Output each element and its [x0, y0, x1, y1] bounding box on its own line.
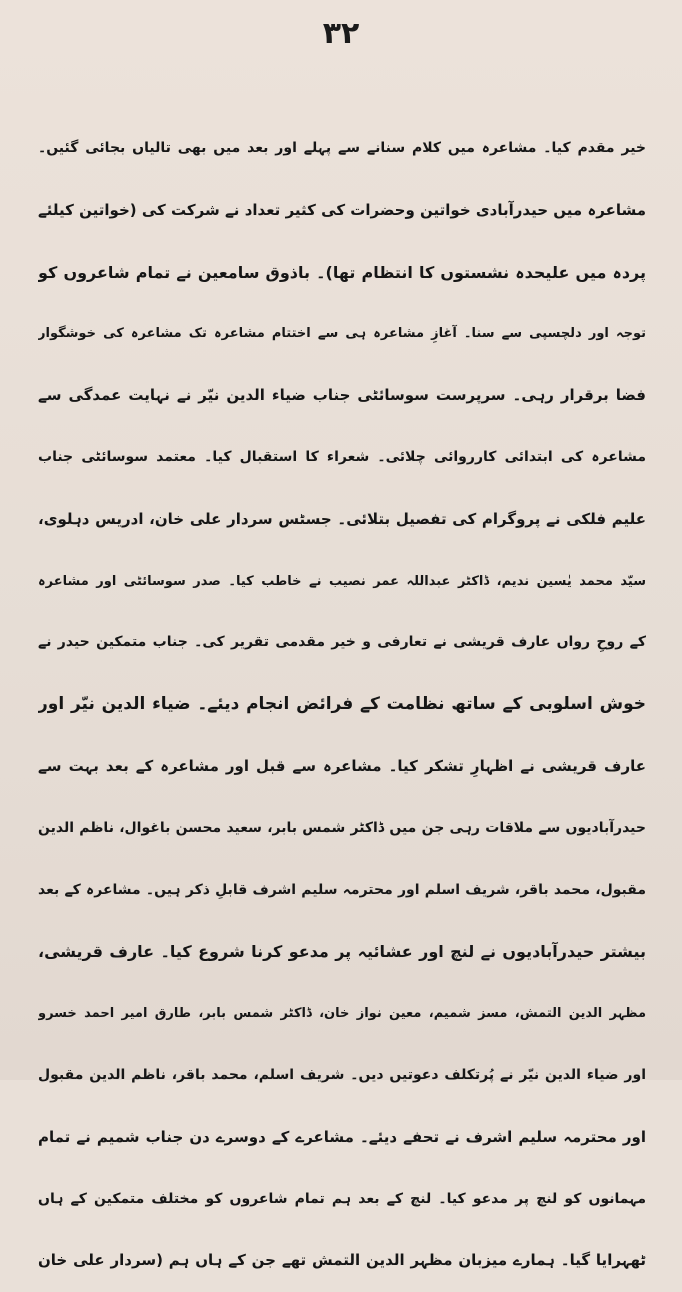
text-line: اور ضیاء الدین نیّر نے پُرتکلف دعوتیں دیں۔ شریف اسلم، محمد باقر، ناظم الدین مقبول — [38, 1066, 646, 1083]
text-line: خوش اسلوبی کے ساتھ نظامت کے فرائض انجام دیئے۔ ضیاء الدین نیّر اور — [38, 694, 646, 715]
text-line: پردہ میں علیحدہ نشستوں کا انتظام تھا)۔ باذوق سامعین نے تمام شاعروں کو — [38, 262, 646, 282]
text-line: مقبول، محمد باقر، شریف اسلم اور محترمہ سلیم اشرف قابلِ ذکر ہیں۔ مشاعرہ کے بعد — [38, 881, 646, 898]
text-line: بیشتر حیدرآبادیوں نے لنچ اور عشائیہ پر مدعو کرنا شروع کیا۔ عارف قریشی، — [38, 942, 646, 962]
text-line: ٹھہرایا گیا۔ ہمارے میزبان مظہر الدین التمش تھے جن کے ہاں ہم (سردار علی خان — [38, 1251, 646, 1270]
body-text — [38, 118, 646, 1292]
page-number: ۳۲ — [322, 16, 360, 51]
text-line: مشاعرہ میں حیدرآبادی خواتین وحضرات کی کثیر تعداد نے شرکت کی (خواتین کیلئے — [38, 200, 646, 219]
text-line: مہمانوں کو لنچ پر مدعو کیا۔ لنچ کے بعد ہم تمام شاعروں کو مختلف متمکین کے ہاں — [38, 1190, 646, 1207]
text-line: توجہ اور دلچسپی سے سنا۔ آغازِ مشاعرہ ہی سے اختتام مشاعرہ تک مشاعرہ کی خوشگوار — [38, 326, 646, 342]
text-line: علیم فلکی نے پروگرام کی تفصیل بتلائی۔ جسٹس سردار علی خان، ادریس دہلوی، — [38, 509, 646, 528]
text-line: کے روحِ رواں عارف قریشی نے تعارفی و خیر مقدمی تقریر کی۔ جناب متمکین حیدر نے — [38, 634, 646, 651]
text-line: مشاعرہ کی ابتدائی کارروائی چلائی۔ شعراء کا استقبال کیا۔ معتمد سوسائٹی جناب — [38, 448, 646, 465]
text-line: خیر مقدم کیا۔ مشاعرہ میں کلام سنانے سے پہلے اور بعد میں بھی تالیاں بجائی گئیں۔ — [38, 140, 646, 156]
text-line: فضا برقرار رہی۔ سرپرست سوسائٹی جناب ضیاء الدین نیّر نے نہایت عمدگی سے — [38, 386, 646, 405]
text-line: مظہر الدین التمش، مسز شمیم، معین نواز خان، ڈاکٹر شمس بابر، طارق امیر احمد خسرو — [38, 1006, 646, 1022]
text-line: اور محترمہ سلیم اشرف نے تحفے دیئے۔ مشاعرے کے دوسرے دن جناب شمیم نے تمام — [38, 1127, 646, 1146]
text-line: حیدرآبادیوں سے ملاقات رہی جن میں ڈاکٹر شمس بابر، سعید محسن باغوال، ناظم الدین — [38, 819, 646, 836]
text-line: سیّد محمد یٰسین ندیم، ڈاکٹر عبداللہ عمر نصیب نے خاطب کیا۔ صدر سوسائٹی اور مشاعرہ — [38, 573, 646, 589]
text-line: عارف قریشی نے اظہارِ تشکر کیا۔ مشاعرہ سے قبل اور مشاعرہ کے بعد بہت سے — [38, 756, 646, 775]
